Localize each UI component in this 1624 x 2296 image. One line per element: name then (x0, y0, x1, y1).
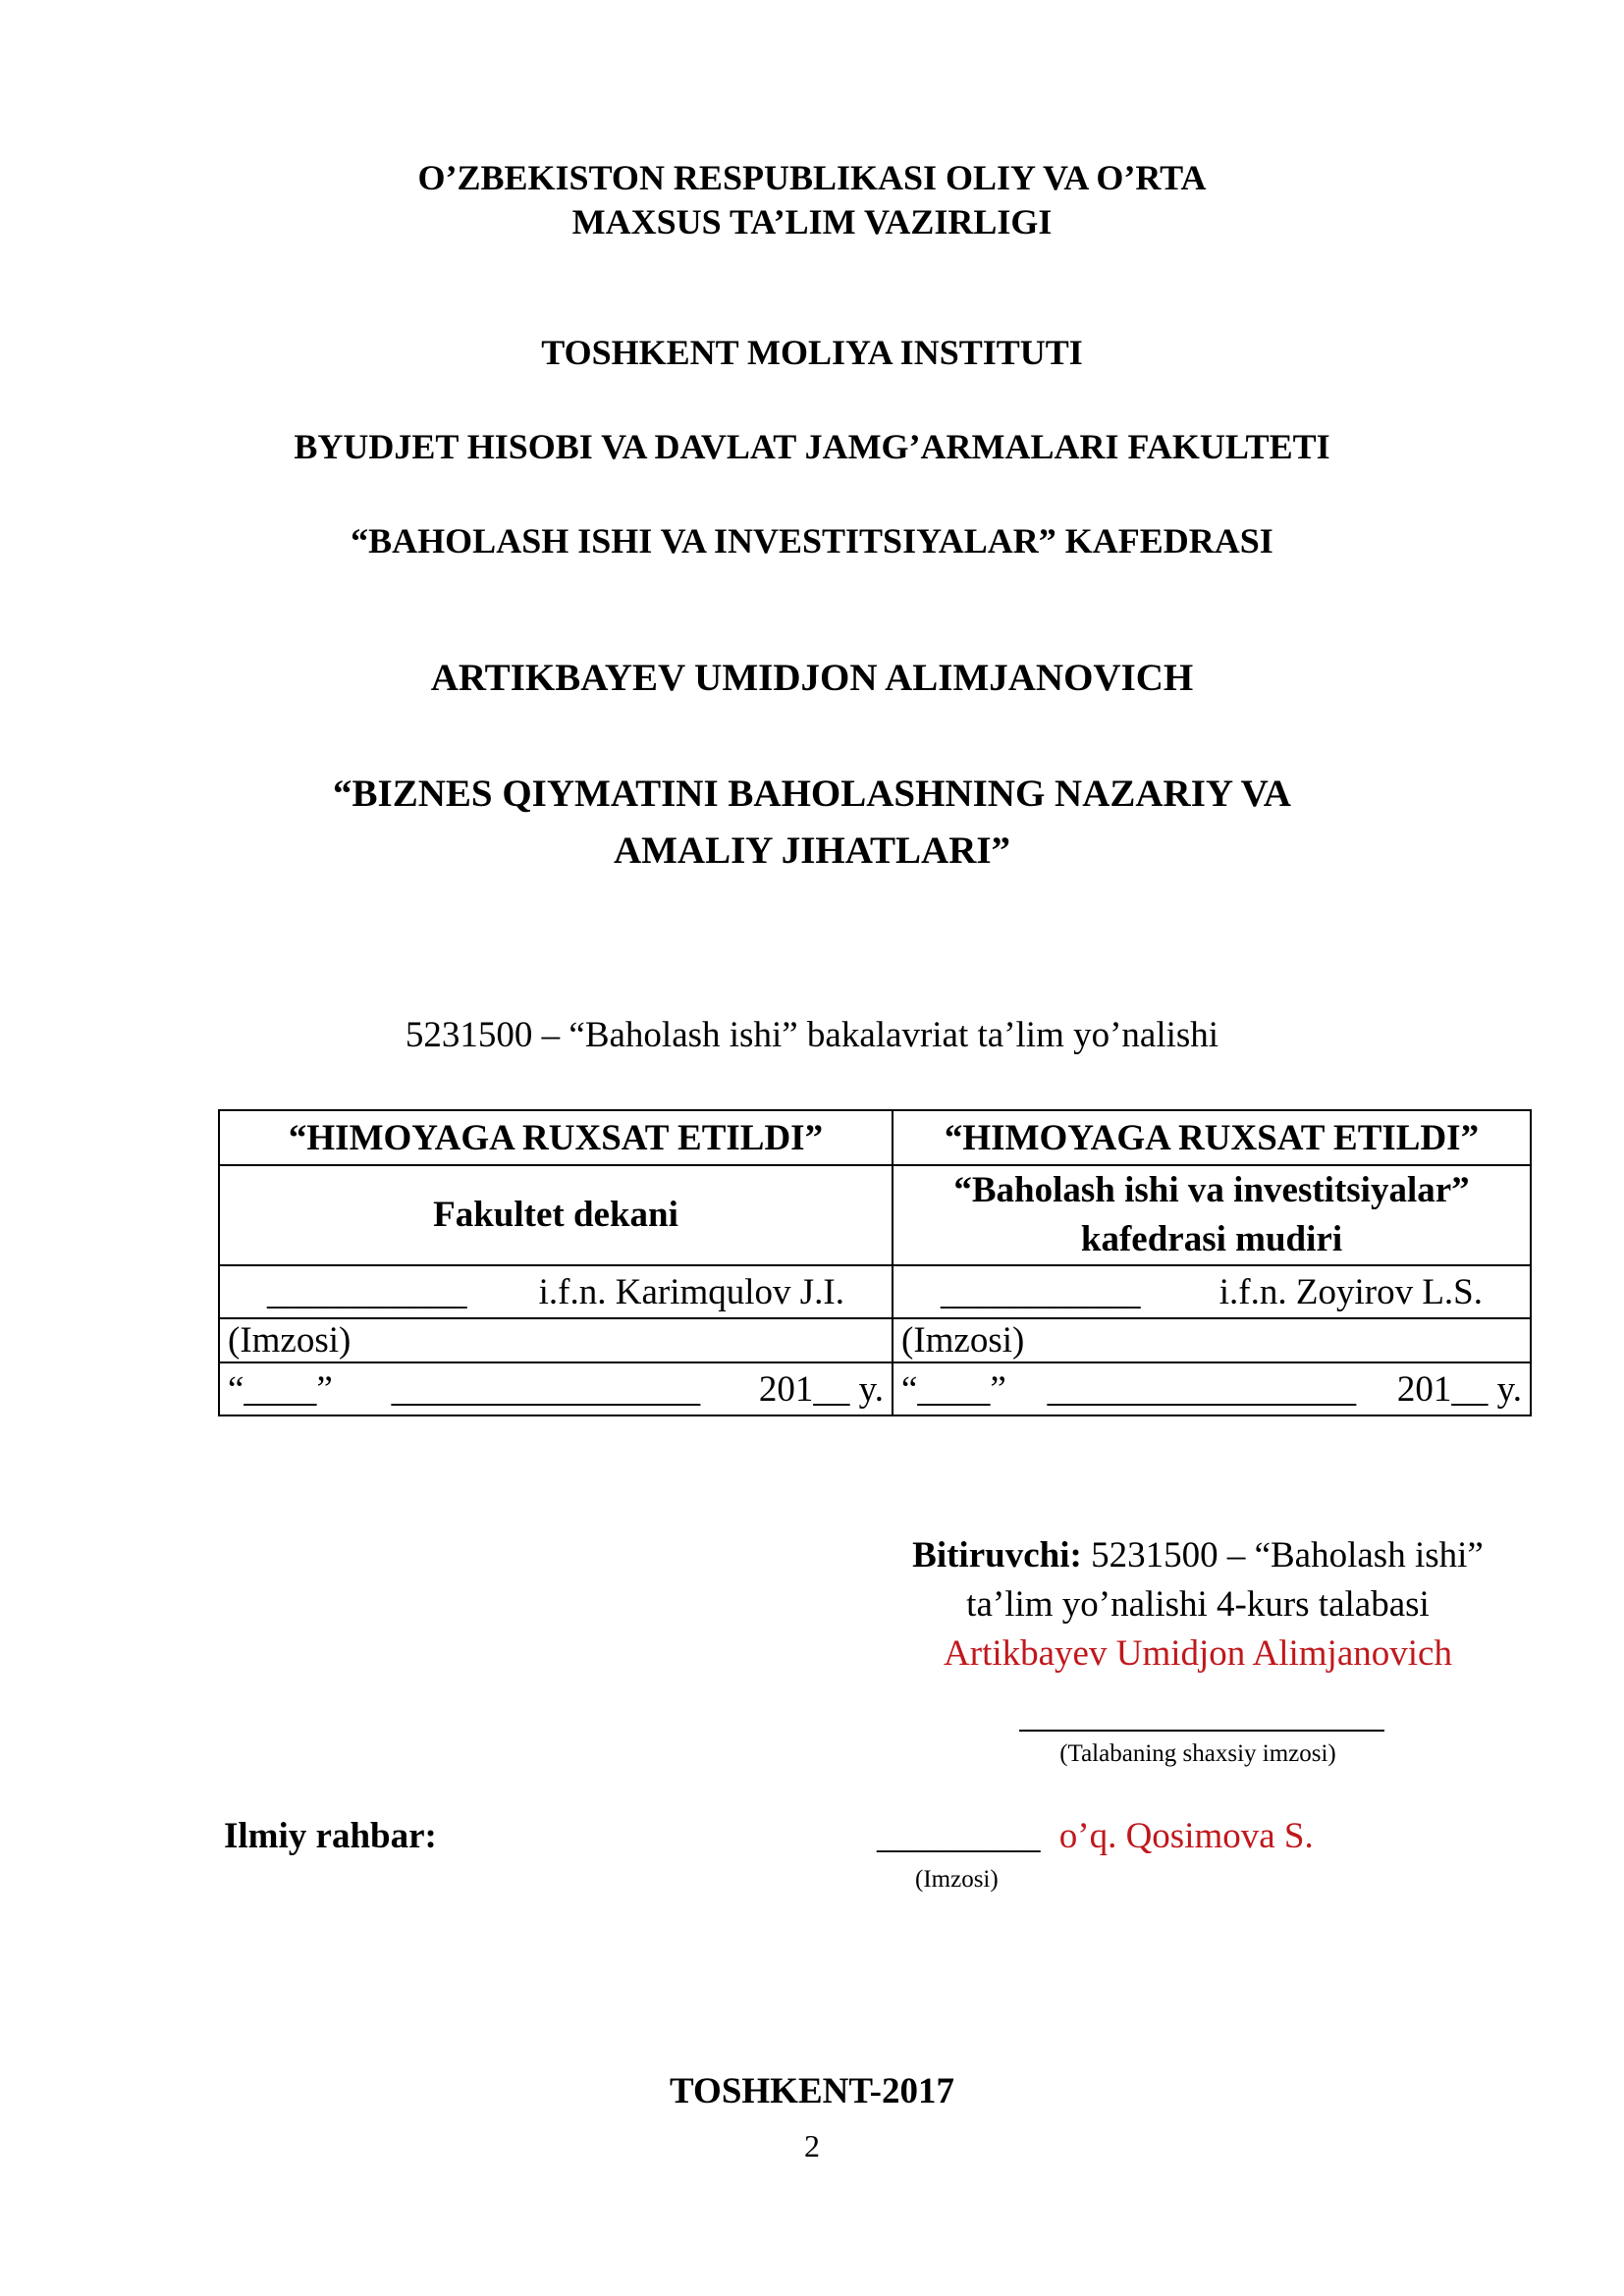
supervisor-name: o’q. Qosimova S. (1058, 1816, 1314, 1856)
approval-table (218, 1109, 1532, 1416)
approval-right-date-day: “____” (901, 1368, 1006, 1410)
graduate-label: Bitiruvchi: (912, 1535, 1082, 1575)
graduate-direction: 5231500 – “Baholash ishi” (1081, 1535, 1484, 1575)
ministry-line-2: MAXSUS TA’LIM VAZIRLIGI (571, 202, 1053, 241)
approval-left-signature (219, 1265, 893, 1318)
approval-right-date-month: _________________ (1047, 1368, 1357, 1410)
faculty-name: BYUDJET HISOBI VA DAVLAT JAMG’ARMALARI FAKULTETI (294, 427, 1330, 466)
approval-right-date-year: 201__ y. (1396, 1368, 1522, 1410)
graduate-block (864, 1531, 1532, 1679)
approval-left-date-year: 201__ y. (758, 1368, 884, 1410)
approval-date-row (219, 1362, 1531, 1415)
page-number: 2 (804, 2128, 820, 2163)
graduate-line-2: ta’lim yo’nalishi 4-kurs talabasi (966, 1584, 1430, 1625)
graduate-signature-caption: (Talabaning shaxsiy imzosi) (1059, 1740, 1336, 1767)
approval-left-role (219, 1165, 893, 1265)
approval-left-signature-blank: ___________ (267, 1271, 467, 1312)
supervisor-signature-line (877, 1812, 1314, 1861)
approval-signature-row (219, 1265, 1531, 1318)
approval-left-title: “HIMOYAGA RUXSAT ETILDI” (219, 1110, 893, 1165)
institute-name: TOSHKENT MOLIYA INSTITUTI (541, 333, 1083, 372)
approval-left-date-day: “____” (228, 1368, 333, 1410)
thesis-title-line-1: “BIZNES QIYMATINI BAHOLASHNING NAZARIY VA (333, 773, 1291, 815)
approval-left-date-month: _________________ (391, 1368, 701, 1410)
approval-right-role (893, 1165, 1531, 1265)
approval-imzo-row (219, 1318, 1531, 1362)
approval-left-imzo: (Imzosi) (219, 1318, 893, 1362)
approval-right-role-line-2: kafedrasi mudiri (1080, 1219, 1343, 1259)
approval-right-signature (893, 1265, 1531, 1318)
approval-right-role-line-1: “Baholash ishi va investitsiyalar” (953, 1170, 1470, 1210)
approval-title-row (219, 1110, 1531, 1165)
approval-right-signer-name: i.f.n. Zoyirov L.S. (1218, 1271, 1483, 1312)
graduate-line-1 (864, 1531, 1532, 1580)
approval-right-date (893, 1362, 1531, 1415)
supervisor-label: Ilmiy rahbar: (224, 1816, 437, 1856)
study-direction: 5231500 – “Baholash ishi” bakalavriat ta’lim yo’nalishi (405, 1015, 1219, 1055)
thesis-title-line-2: AMALIY JIHATLARI” (613, 829, 1011, 872)
approval-left-signer-name: i.f.n. Karimqulov J.I. (538, 1271, 844, 1312)
supervisor-imzo: (Imzosi) (915, 1866, 999, 1893)
supervisor-signature-blank: _________ (877, 1816, 1041, 1856)
approval-left-role-line-1: Fakultet dekani (433, 1195, 678, 1235)
graduate-signature-line (1019, 1730, 1384, 1732)
approval-role-row (219, 1165, 1531, 1265)
approval-right-imzo: (Imzosi) (893, 1318, 1531, 1362)
author-name: ARTIKBAYEV UMIDJON ALIMJANOVICH (430, 657, 1194, 699)
graduate-name: Artikbayev Umidjon Alimjanovich (944, 1633, 1452, 1674)
approval-right-title: “HIMOYAGA RUXSAT ETILDI” (893, 1110, 1531, 1165)
approval-left-date (219, 1362, 893, 1415)
department-name: “BAHOLASH ISHI VA INVESTITSIYALAR” KAFEDRASI (351, 521, 1273, 561)
approval-right-signature-blank: ___________ (941, 1271, 1141, 1312)
city-year: TOSHKENT-2017 (670, 2071, 954, 2111)
ministry-line-1: O’ZBEKISTON RESPUBLIKASI OLIY VA O’RTA (417, 158, 1207, 197)
